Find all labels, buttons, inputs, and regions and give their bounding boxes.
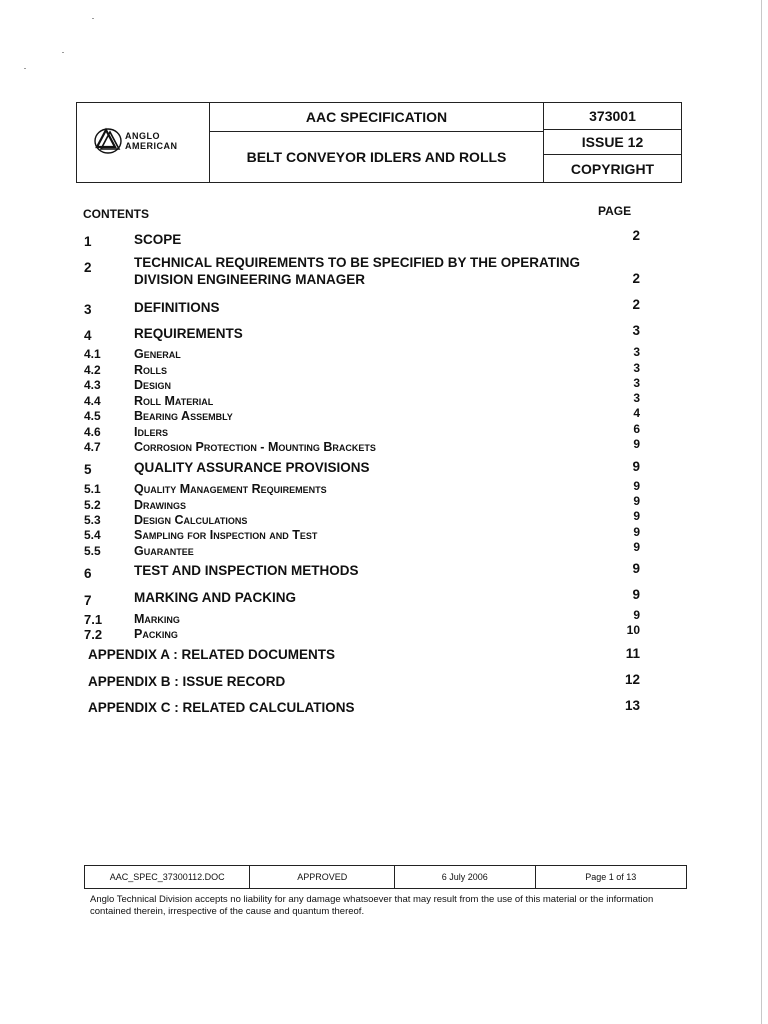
toc-entry-title: Guarantee: [134, 544, 194, 558]
toc-entry-number: 3: [84, 302, 92, 317]
toc-entry-title: Roll Material: [134, 394, 214, 408]
toc-entry-title-continued: DIVISION ENGINEERING MANAGER: [134, 272, 366, 287]
toc-entry-title: Quality Management Requirements: [134, 482, 327, 496]
toc-appendix-page: 13: [624, 698, 640, 713]
toc-entry-number: 7.1: [84, 612, 103, 627]
scan-page-edge: [761, 0, 762, 1024]
footer-filename: AAC_SPEC_37300112.DOC: [85, 866, 250, 888]
toc-appendix-title: APPENDIX A : RELATED DOCUMENTS: [88, 647, 336, 662]
logo-line-1: ANGLO: [125, 131, 160, 141]
toc-entry-number: 4: [84, 328, 92, 343]
logo-cell: [77, 103, 210, 182]
scan-speck: [24, 68, 26, 69]
toc-entry-page: 9: [633, 509, 640, 523]
document-type-title: AAC SPECIFICATION: [210, 103, 543, 132]
toc-entry-page: 3: [633, 345, 640, 359]
toc-entry-title: Packing: [134, 627, 178, 641]
scan-speck: [92, 18, 94, 19]
toc-entry-page: 3: [633, 391, 640, 405]
toc-entry-number: 2: [84, 260, 92, 275]
toc-entry-number: 5.5: [84, 544, 101, 558]
toc-entry-number: 4.2: [84, 363, 101, 377]
toc-entry-page: 9: [633, 437, 640, 451]
toc-entry-number: 7: [84, 593, 92, 608]
toc-entry-page: 6: [633, 422, 640, 436]
anglo-american-logo-icon: [93, 125, 123, 155]
toc-appendix-title: APPENDIX C : RELATED CALCULATIONS: [88, 700, 355, 715]
toc-entry-title: Rolls: [134, 363, 168, 377]
spec-number: 373001: [544, 103, 681, 130]
toc-entry-page: 9: [632, 587, 640, 602]
toc-appendix-page: 12: [624, 672, 640, 687]
toc-entry-number: 5.3: [84, 513, 101, 527]
toc-entry-page: 4: [633, 406, 640, 420]
toc-entry-number: 4.1: [84, 347, 101, 361]
toc-entry-page: 9: [633, 540, 640, 554]
toc-entry-title: Bearing Assembly: [134, 409, 233, 423]
header-title-cell: [210, 103, 544, 182]
toc-entry-page: 3: [633, 376, 640, 390]
toc-entry-page: 9: [632, 459, 640, 474]
toc-entry-title: Drawings: [134, 498, 187, 512]
toc-entry-page: 3: [632, 323, 640, 338]
toc-entry-title: Marking: [134, 612, 180, 626]
toc-entry-number: 5.4: [84, 528, 101, 542]
toc-entry-number: 4.5: [84, 409, 101, 423]
issue-number: ISSUE 12: [544, 130, 681, 155]
toc-entry-page: 10: [626, 623, 640, 637]
toc-entry-number: 4.4: [84, 394, 101, 408]
toc-entry-page: 2: [632, 228, 640, 243]
footer-page-number: Page 1 of 13: [585, 872, 637, 882]
toc-entry-page: 9: [633, 525, 640, 539]
toc-entry-page: 2: [632, 297, 640, 312]
toc-entry-number: 4.7: [84, 440, 101, 454]
toc-appendix-title: APPENDIX B : ISSUE RECORD: [88, 674, 286, 689]
toc-entry-title: MARKING AND PACKING: [134, 590, 296, 605]
toc-entry-title: General: [134, 347, 181, 361]
footer-status: APPROVED: [250, 866, 395, 888]
toc-entry-title: REQUIREMENTS: [134, 326, 243, 341]
logo-line-2: AMERICAN: [125, 141, 178, 151]
logo-wordmark: [125, 131, 178, 151]
toc-entry-number: 6: [84, 566, 92, 581]
toc-appendix-page: 11: [625, 646, 640, 661]
toc-entry-title: Design Calculations: [134, 513, 248, 527]
toc-entry-number: 5.2: [84, 498, 101, 512]
footer-date: 6 July 2006: [395, 866, 536, 888]
liability-disclaimer: Anglo Technical Division accepts no liability for any damage whatsoever that may result from the use of this material or the information contained therein, irrespective of the cause and quantum thereof.: [90, 894, 654, 917]
contents-heading: CONTENTS: [83, 207, 149, 221]
copyright-label: COPYRIGHT: [570, 160, 655, 177]
toc-entry-title: TEST AND INSPECTION METHODS: [134, 563, 359, 578]
toc-entry-number: 5.1: [84, 482, 101, 496]
toc-entry-number: 5: [84, 462, 92, 477]
toc-entry-title: Corrosion Protection - Mounting Brackets: [134, 440, 376, 454]
toc-entry-number: 4.3: [84, 378, 101, 392]
toc-entry-number: 1: [84, 234, 92, 249]
page-column-heading: PAGE: [598, 204, 632, 218]
toc-entry-page: 9: [632, 561, 640, 576]
toc-entry-title: QUALITY ASSURANCE PROVISIONS: [134, 460, 370, 475]
toc-entry-page: 3: [633, 361, 640, 375]
toc-entry-page: 9: [633, 479, 640, 493]
document-subject-title: BELT CONVEYOR IDLERS AND ROLLS: [246, 149, 507, 165]
toc-entry-title: DEFINITIONS: [134, 300, 220, 315]
toc-entry-title: Design: [134, 378, 172, 392]
toc-entry-title: Sampling for Inspection and Test: [134, 528, 318, 542]
toc-entry-title: SCOPE: [134, 232, 182, 247]
toc-entry-page: 9: [633, 608, 640, 622]
scan-speck: [62, 52, 64, 53]
header-meta-cell: [544, 103, 681, 182]
document-footer-table: [84, 865, 687, 889]
toc-entry-page: 2: [632, 271, 640, 286]
toc-entry-title: Idlers: [134, 425, 168, 439]
toc-entry-number: 4.6: [84, 425, 101, 439]
toc-entry-number: 7.2: [84, 627, 103, 642]
toc-entry-page: 9: [633, 494, 640, 508]
document-header-table: [76, 102, 682, 183]
toc-entry-title: TECHNICAL REQUIREMENTS TO BE SPECIFIED BY THE OPERATING: [134, 255, 581, 270]
